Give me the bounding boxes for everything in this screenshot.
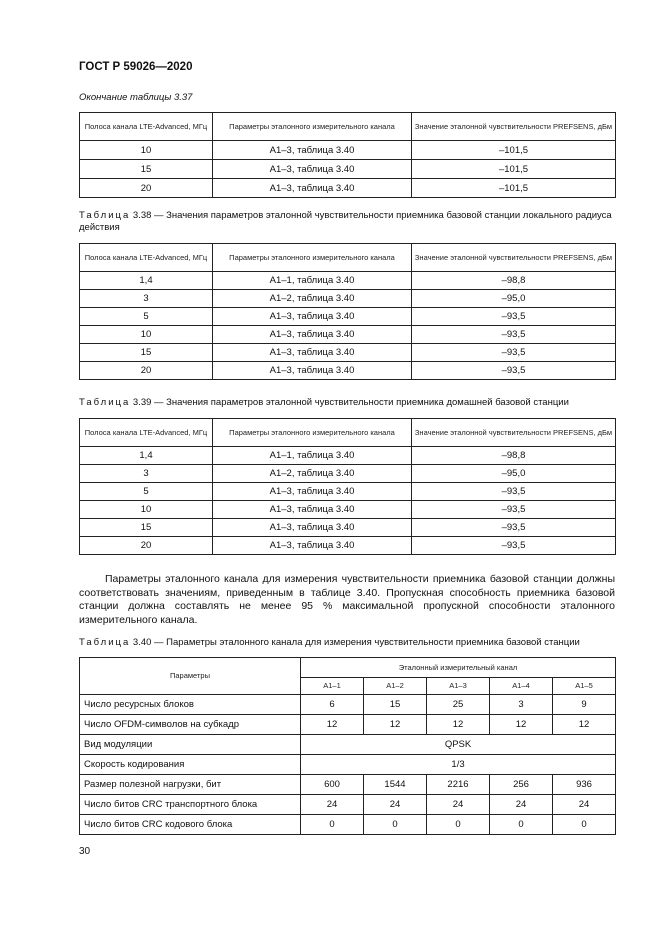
table-row <box>80 272 616 290</box>
table-340-caption <box>79 637 615 649</box>
table-cell: 12 <box>490 715 553 735</box>
table-cell: 10 <box>80 141 213 160</box>
table-cell: 25 <box>427 695 490 715</box>
header-cell: A1–1 <box>301 678 364 695</box>
table-title: 3.40 — Параметры эталонного канала для измерения чувствительности приемника базовой станции <box>132 637 580 648</box>
table-cell-merged: 1/3 <box>301 755 616 775</box>
table-cell: 6 <box>301 695 364 715</box>
table-cell: 5 <box>80 483 213 501</box>
table-cell: A1–1, таблица 3.40 <box>213 447 412 465</box>
header-cell: Значение эталонной чувствительности PREFSENS, дБм <box>412 419 616 447</box>
table-row <box>80 715 616 735</box>
table-cell: 24 <box>553 795 616 815</box>
table-row <box>80 290 616 308</box>
table-cell: A1–3, таблица 3.40 <box>213 308 412 326</box>
table-cell: A1–3, таблица 3.40 <box>213 326 412 344</box>
table-cell: 5 <box>80 308 213 326</box>
table-cell: 15 <box>364 695 427 715</box>
table-row <box>80 483 616 501</box>
table-cell: 12 <box>553 715 616 735</box>
table-header-row <box>80 113 616 141</box>
table-cell: 0 <box>490 815 553 835</box>
table-cell: 24 <box>427 795 490 815</box>
table-cell: 9 <box>553 695 616 715</box>
table-cell: Вид модуляции <box>80 735 301 755</box>
table-cell: –98,8 <box>412 447 616 465</box>
table-cell: –95,0 <box>412 465 616 483</box>
table-cell: –93,5 <box>412 519 616 537</box>
header-cell: Параметры эталонного измерительного канала <box>213 419 412 447</box>
table-row <box>80 447 616 465</box>
table-row <box>80 795 616 815</box>
table-cell: 20 <box>80 179 213 198</box>
table-row <box>80 537 616 555</box>
header-cell: Параметры эталонного измерительного канала <box>213 244 412 272</box>
table-row <box>80 344 616 362</box>
table-cell: 0 <box>427 815 490 835</box>
table-row <box>80 160 616 179</box>
document-header: ГОСТ Р 59026—2020 <box>79 61 193 73</box>
table-label: Таблица <box>79 210 131 221</box>
table-cell: 12 <box>427 715 490 735</box>
table-cell: –101,5 <box>412 179 616 198</box>
table-cell: 3 <box>80 290 213 308</box>
header-cell: Значение эталонной чувствительности PREFSENS, дБм <box>412 113 616 141</box>
table-cell: 24 <box>364 795 427 815</box>
header-cell: A1–2 <box>364 678 427 695</box>
table-cell: –93,5 <box>412 483 616 501</box>
table-row <box>80 326 616 344</box>
table-row <box>80 465 616 483</box>
table-cell: 12 <box>364 715 427 735</box>
table-label: Таблица <box>79 637 131 648</box>
table-cell: 24 <box>490 795 553 815</box>
header-cell: A1–5 <box>553 678 616 695</box>
table-337 <box>79 112 616 198</box>
table-row <box>80 815 616 835</box>
table-cell: Размер полезной нагрузки, бит <box>80 775 301 795</box>
table-cell: 600 <box>301 775 364 795</box>
table-cell: –93,5 <box>412 308 616 326</box>
table-row <box>80 755 616 775</box>
table-cell: A1–2, таблица 3.40 <box>213 290 412 308</box>
table-338 <box>79 243 616 380</box>
table-cell: 0 <box>301 815 364 835</box>
table-cell: Число ресурсных блоков <box>80 695 301 715</box>
body-paragraph: Параметры эталонного канала для измерения чувствительности приемника базовой станции должны соответствовать значениям, приведенным в таблице 3.40. Пропускная способность приемника базовой станции должна составлять не менее 95 % максимальной пропускной способности эталонного измерительного канала. <box>79 573 615 626</box>
table-row <box>80 519 616 537</box>
table-cell: 24 <box>301 795 364 815</box>
table-cell: A1–3, таблица 3.40 <box>213 344 412 362</box>
table-cell: 10 <box>80 501 213 519</box>
table-cell: 936 <box>553 775 616 795</box>
table-cell: –93,5 <box>412 344 616 362</box>
header-cell: Значение эталонной чувствительности PREFSENS, дБм <box>412 244 616 272</box>
table-338-caption <box>79 210 615 234</box>
header-group-cell: Эталонный измерительный канал <box>301 658 616 678</box>
table-cell: Число OFDM-символов на субкадр <box>80 715 301 735</box>
table-label: Таблица <box>79 397 131 408</box>
table-cell: A1–2, таблица 3.40 <box>213 465 412 483</box>
table-cell: 256 <box>490 775 553 795</box>
table-title: 3.39 — Значения параметров эталонной чувствительности приемника домашней базовой станции <box>132 397 569 408</box>
table-row <box>80 775 616 795</box>
table-cell: –98,8 <box>412 272 616 290</box>
table-row <box>80 362 616 380</box>
header-cell: A1–3 <box>427 678 490 695</box>
table-cell: 2216 <box>427 775 490 795</box>
table-340 <box>79 657 616 835</box>
table-cell: 1,4 <box>80 272 213 290</box>
table-cell: –93,5 <box>412 362 616 380</box>
table-337-caption: Окончание таблицы 3.37 <box>79 92 193 103</box>
header-cell: Полоса канала LTE-Advanced, МГц <box>80 419 213 447</box>
table-cell: A1–3, таблица 3.40 <box>213 179 412 198</box>
table-cell: 10 <box>80 326 213 344</box>
table-cell: 15 <box>80 344 213 362</box>
table-title: 3.38 — Значения параметров эталонной чувствительности приемника базовой станции локального радиуса действия <box>79 210 612 233</box>
table-339-caption <box>79 397 615 409</box>
table-cell: A1–1, таблица 3.40 <box>213 272 412 290</box>
table-cell: 20 <box>80 362 213 380</box>
header-cell: A1–4 <box>490 678 553 695</box>
header-cell: Параметры <box>80 658 301 695</box>
table-cell: Число битов CRC транспортного блока <box>80 795 301 815</box>
table-cell: A1–3, таблица 3.40 <box>213 501 412 519</box>
table-cell: 1544 <box>364 775 427 795</box>
table-row <box>80 179 616 198</box>
table-row <box>80 501 616 519</box>
table-cell: A1–3, таблица 3.40 <box>213 141 412 160</box>
table-cell: A1–3, таблица 3.40 <box>213 483 412 501</box>
table-cell: A1–3, таблица 3.40 <box>213 519 412 537</box>
table-cell: 15 <box>80 519 213 537</box>
table-cell: Число битов CRC кодового блока <box>80 815 301 835</box>
table-header-row <box>80 658 616 678</box>
header-cell: Полоса канала LTE-Advanced, МГц <box>80 113 213 141</box>
table-cell: A1–3, таблица 3.40 <box>213 537 412 555</box>
header-cell: Полоса канала LTE-Advanced, МГц <box>80 244 213 272</box>
table-row <box>80 308 616 326</box>
table-cell: 12 <box>301 715 364 735</box>
table-339 <box>79 418 616 555</box>
table-cell: 1,4 <box>80 447 213 465</box>
table-cell: –93,5 <box>412 501 616 519</box>
table-cell: 15 <box>80 160 213 179</box>
table-cell: A1–3, таблица 3.40 <box>213 160 412 179</box>
table-row <box>80 735 616 755</box>
table-cell: 3 <box>80 465 213 483</box>
table-cell: –101,5 <box>412 160 616 179</box>
page-number: 30 <box>79 846 91 857</box>
table-header-row <box>80 244 616 272</box>
table-cell: Скорость кодирования <box>80 755 301 775</box>
table-header-row <box>80 419 616 447</box>
table-cell: 3 <box>490 695 553 715</box>
table-cell: –101,5 <box>412 141 616 160</box>
table-cell: –95,0 <box>412 290 616 308</box>
table-cell: –93,5 <box>412 326 616 344</box>
table-cell: A1–3, таблица 3.40 <box>213 362 412 380</box>
table-cell: –93,5 <box>412 537 616 555</box>
table-row <box>80 141 616 160</box>
table-cell: 20 <box>80 537 213 555</box>
header-cell: Параметры эталонного измерительного канала <box>213 113 412 141</box>
table-cell: 0 <box>364 815 427 835</box>
table-cell-merged: QPSK <box>301 735 616 755</box>
table-row <box>80 695 616 715</box>
table-cell: 0 <box>553 815 616 835</box>
